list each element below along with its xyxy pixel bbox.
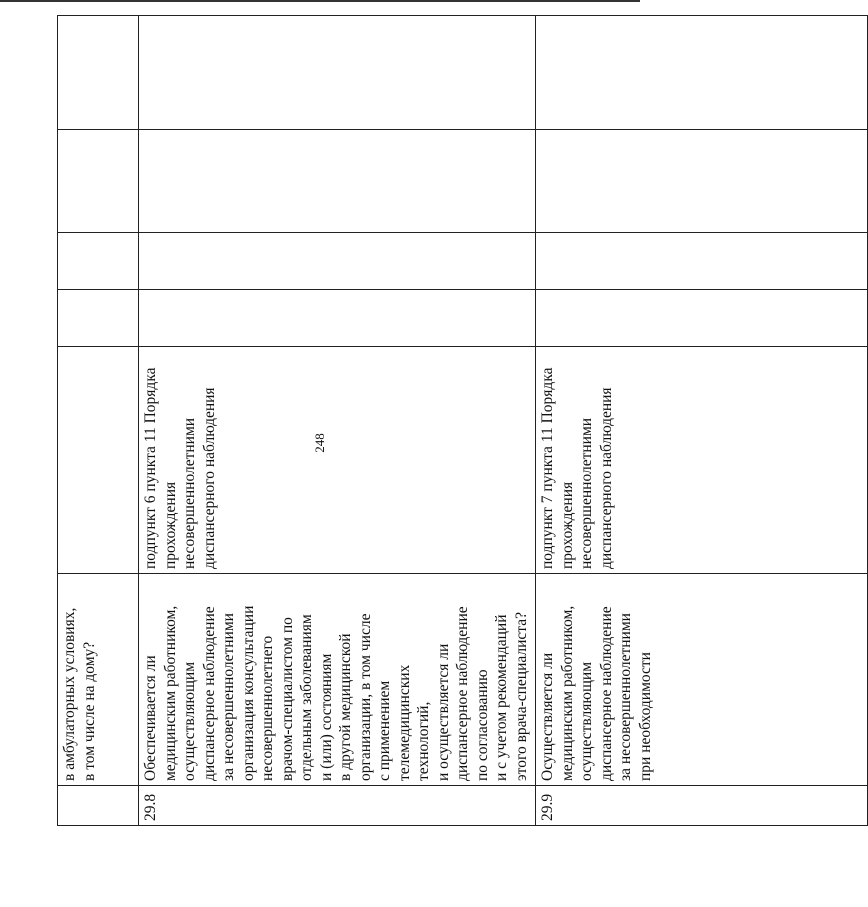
- reference-cell: [58, 347, 139, 574]
- question-line: в другой медицинской: [337, 633, 354, 781]
- reference-line: подпункт 7 пункта 11 Порядка: [539, 367, 556, 569]
- reference-line: прохождения: [161, 481, 179, 569]
- question-line: диспансерное наблюдение: [454, 606, 471, 781]
- answer-no-cell: [139, 233, 536, 290]
- question-line: и с учетом рекомендаций: [493, 614, 510, 781]
- question-cell: [58, 574, 139, 786]
- reference-cell: [139, 347, 536, 574]
- question-line: организация консультации: [239, 605, 257, 781]
- question-line: за несовершеннолетними: [617, 613, 634, 781]
- question-line: осуществляющим: [578, 661, 595, 781]
- question-cell: [536, 574, 868, 786]
- question-line: медицинским работником,: [558, 605, 576, 781]
- table-row: [536, 16, 868, 826]
- table-row: [58, 16, 139, 826]
- question-line: Осуществляется ли: [539, 652, 556, 781]
- question-line: с применением: [376, 680, 393, 781]
- question-line: Обеспечивается ли: [142, 655, 159, 781]
- note-cell: [58, 16, 139, 130]
- question-line: по согласованию: [473, 669, 491, 781]
- answer-no-cell: [536, 233, 868, 290]
- answer-na-cell: [536, 130, 868, 233]
- question-line: медицинским работником,: [161, 605, 179, 781]
- answer-na-cell: [58, 130, 139, 233]
- question-line: диспансерное наблюдение: [200, 606, 218, 781]
- checklist-table: [57, 15, 868, 826]
- question-line: диспансерное наблюдение: [597, 606, 615, 781]
- row-number-cell: 29.9: [536, 786, 868, 826]
- reference-cell: [536, 347, 868, 574]
- question-line: врачом-специалистом по: [278, 617, 296, 781]
- rotated-table-frame: [57, 16, 654, 826]
- question-line: несовершеннолетнего: [259, 635, 276, 781]
- question-line: технологий,: [415, 701, 432, 781]
- note-cell: [139, 16, 536, 130]
- answer-yes-cell: [139, 290, 536, 347]
- reference-line: несовершеннолетними: [181, 417, 198, 569]
- reference-line: диспансерного наблюдения: [597, 387, 615, 569]
- question-line: организации, в том числе: [356, 613, 374, 781]
- question-line: осуществляющим: [181, 661, 198, 781]
- reference-line: несовершеннолетними: [578, 417, 595, 569]
- note-cell: [536, 16, 868, 130]
- question-line: в том числе на дому?: [80, 641, 98, 781]
- row-number-cell: [58, 786, 139, 826]
- reference-line: прохождения: [558, 481, 576, 569]
- question-line: за несовершеннолетними: [220, 613, 237, 781]
- reference-line: подпункт 6 пункта 11 Порядка: [142, 367, 159, 569]
- answer-yes-cell: [536, 290, 868, 347]
- question-line: и (или) состояниям: [317, 653, 335, 781]
- question-line: отдельным заболеваниям: [298, 614, 315, 781]
- page-number: 248: [312, 433, 327, 453]
- question-line: телемедицинских: [395, 664, 413, 781]
- question-line: в амбулаторных условиях,: [61, 607, 78, 781]
- question-line: при необходимости: [636, 652, 654, 781]
- answer-yes-cell: [58, 290, 139, 347]
- scan-top-edge: [0, 0, 640, 2]
- reference-line: диспансерного наблюдения: [200, 387, 218, 569]
- row-number-cell: 29.8: [139, 786, 536, 826]
- answer-no-cell: [58, 233, 139, 290]
- table-row: [139, 16, 536, 826]
- answer-na-cell: [139, 130, 536, 233]
- question-line: этого врача-специалиста?: [512, 611, 530, 781]
- question-line: и осуществляется ли: [434, 643, 452, 781]
- question-cell: [139, 574, 536, 786]
